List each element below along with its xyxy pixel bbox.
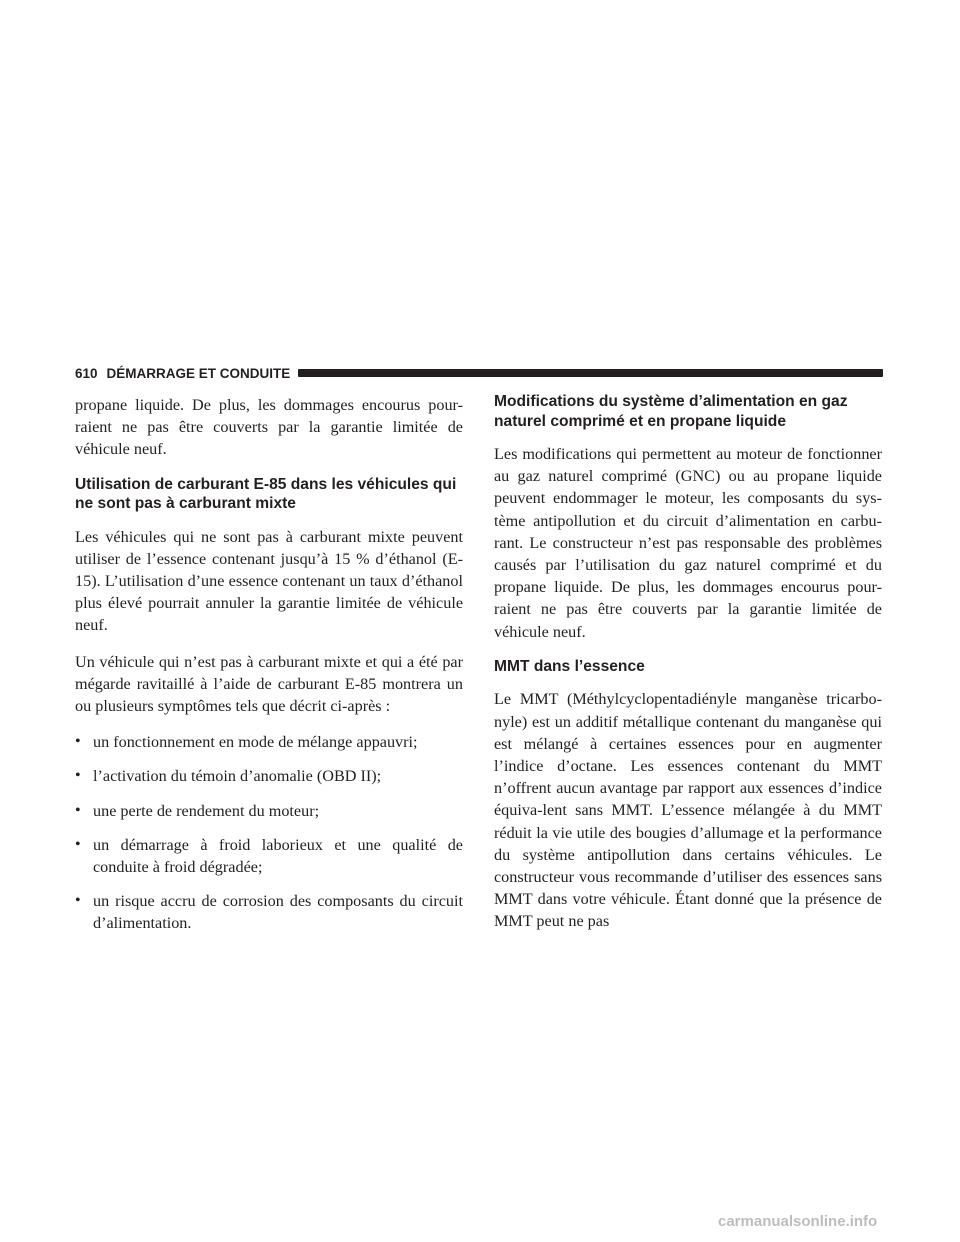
page-header [75, 361, 883, 385]
watermark-link[interactable]: carmanualsonline.info [718, 1213, 878, 1230]
right-column [494, 394, 882, 947]
list-item: • un fonctionnement en mode de mélange appauvri; [75, 731, 463, 753]
bullet-icon: • [75, 801, 81, 819]
list-item: • l’activation du témoin d’anomalie (OBD II); [75, 765, 463, 787]
e85-paragraph-1: Les véhicules qui ne sont pas à carburant mixte peuvent utiliser de l’essence contenant jusqu’à 15 % d’éthanol (E-15). L’utilisation d’une essence contenant un taux d’éthanol plus élevé pourrait annuler la garantie limitée de véhicule neuf. [75, 527, 463, 635]
bullet-icon: • [75, 767, 81, 785]
bullet-icon: • [75, 892, 81, 910]
e85-paragraph-2: Un véhicule qui n’est pas à carburant mixte et qui a été par mégarde ravitaillé à l’aide de carburant E-85 montrera un ou plusieurs symptômes tels que décrit ci-après : [75, 652, 463, 716]
bullet-icon: • [75, 733, 81, 751]
heading-gas-modifications: Modifications du système d’alimentation en gaz naturel comprimé et en propane liquide [494, 393, 848, 430]
intro-paragraph: propane liquide. De plus, les dommages encourus pour-raient ne pas être couverts par la garantie limitée de véhicule neuf. [75, 396, 463, 459]
symptom-list [75, 731, 463, 934]
list-item: • un démarrage à froid laborieux et une qualité de conduite à froid dégradée; [75, 835, 463, 877]
header-rule [298, 369, 883, 377]
section-title: DÉMARRAGE ET CONDUITE [106, 365, 291, 381]
heading-e85: Utilisation de carburant E-85 dans les véhicules qui ne sont pas à carburant mixte [75, 475, 457, 513]
heading-mmt: MMT dans l’essence [494, 657, 645, 675]
gas-modifications-paragraph: Les modifications qui permettent au moteur de fonctionner au gaz naturel comprimé (GNC) ou au propane liquide peuvent endommager le moteur, les composants du sys-tème antipollution et du circuit d’alimentation en carbu-rant. Le constructeur n’est pas responsable des problèmes causés par l’utilisation du gaz naturel comprimé et du propane liquide. De plus, les dommages encourus pour-raient ne pas être couverts par la garantie limitée de véhicule neuf. [494, 445, 882, 641]
left-column [75, 394, 463, 947]
bullet-icon: • [75, 835, 81, 853]
mmt-paragraph: Le MMT (Méthylcyclopentadiényle manganèse tricarbo-nyle) est un additif métallique contenant du manganèse qui est mélangé à certaines essences pour en augmenter l’indice d’octane. Les essences contenant du MMT n’offrent aucun avantage par rapport aux essences d’indice équiva-lent sans MMT. L’essence mélangée à du MMT réduit la vie utile des bougies d’allumage et la performance du système antipollution dans certains véhicules. Le constructeur vous recommande d’utiliser des essences sans MMT dans votre véhicule. Étant donné que la présence de MMT peut ne pas [494, 690, 882, 931]
list-item: • un risque accru de corrosion des composants du circuit d’alimentation. [75, 892, 463, 933]
list-item: • une perte de rendement du moteur; [75, 800, 463, 822]
page-number: 610 [75, 365, 98, 381]
